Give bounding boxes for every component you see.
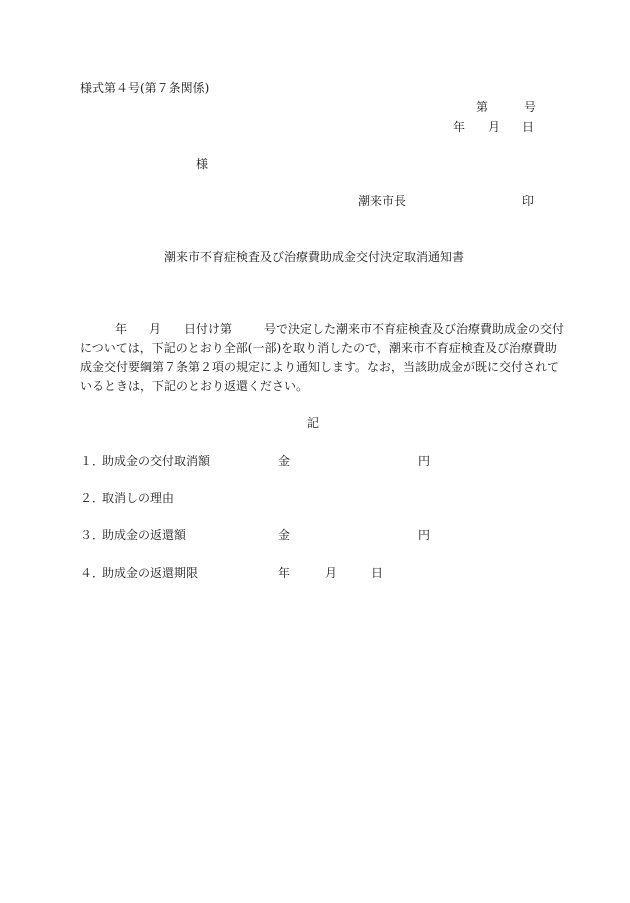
body-paragraph	[80, 320, 565, 396]
item-4-year: 年	[278, 566, 291, 580]
body-year: 年	[115, 322, 128, 336]
body-line-2: については，下記のとおり全部(一部)を取り消したので，潮来市不育症検査及び治療費助	[80, 341, 557, 355]
item-4-label: 助成金の返還期限	[102, 566, 199, 580]
ki-heading: 記	[307, 416, 320, 430]
item-1-number: １．	[80, 454, 105, 468]
date-day: 日	[522, 120, 535, 134]
body-line-4: いるときは，下記のとおり返還ください。	[80, 379, 309, 393]
item-4-month: 月	[325, 566, 338, 580]
date-year: 年	[453, 120, 466, 134]
body-dated: 日付け第	[184, 322, 233, 336]
item-3-suffix: 円	[418, 528, 431, 542]
number-dai: 第	[476, 100, 489, 114]
document-title: 潮来市不育症検査及び治療費助成金交付決定取消通知書	[164, 250, 465, 264]
body-line-3: 成金交付要綱第７条第２項の規定により通知します。なお，当該助成金が既に交付されて	[80, 360, 560, 374]
date-month: 月	[488, 120, 501, 134]
item-4-number: ４．	[80, 566, 105, 580]
item-3-prefix: 金	[278, 528, 291, 542]
issuer-name: 潮来市長	[358, 194, 407, 208]
item-1-prefix: 金	[278, 454, 291, 468]
item-3-label: 助成金の返還額	[102, 528, 187, 542]
item-2-label: 取消しの理由	[102, 491, 175, 505]
body-line-1-rest: 号で決定した潮来市不育症検査及び治療費助成金の交付	[264, 322, 565, 336]
form-label: 様式第４号(第７条関係)	[80, 81, 210, 95]
number-go: 号	[524, 100, 537, 114]
body-line-1	[80, 320, 565, 339]
issuer-seal: 印	[522, 194, 535, 208]
item-1-suffix: 円	[418, 454, 431, 468]
item-3-number: ３．	[80, 528, 105, 542]
item-4-day: 日	[371, 566, 384, 580]
item-1-label: 助成金の交付取消額	[102, 454, 211, 468]
body-month: 月	[149, 322, 162, 336]
item-2-number: ２．	[80, 491, 105, 505]
addressee-suffix: 様	[196, 157, 209, 171]
